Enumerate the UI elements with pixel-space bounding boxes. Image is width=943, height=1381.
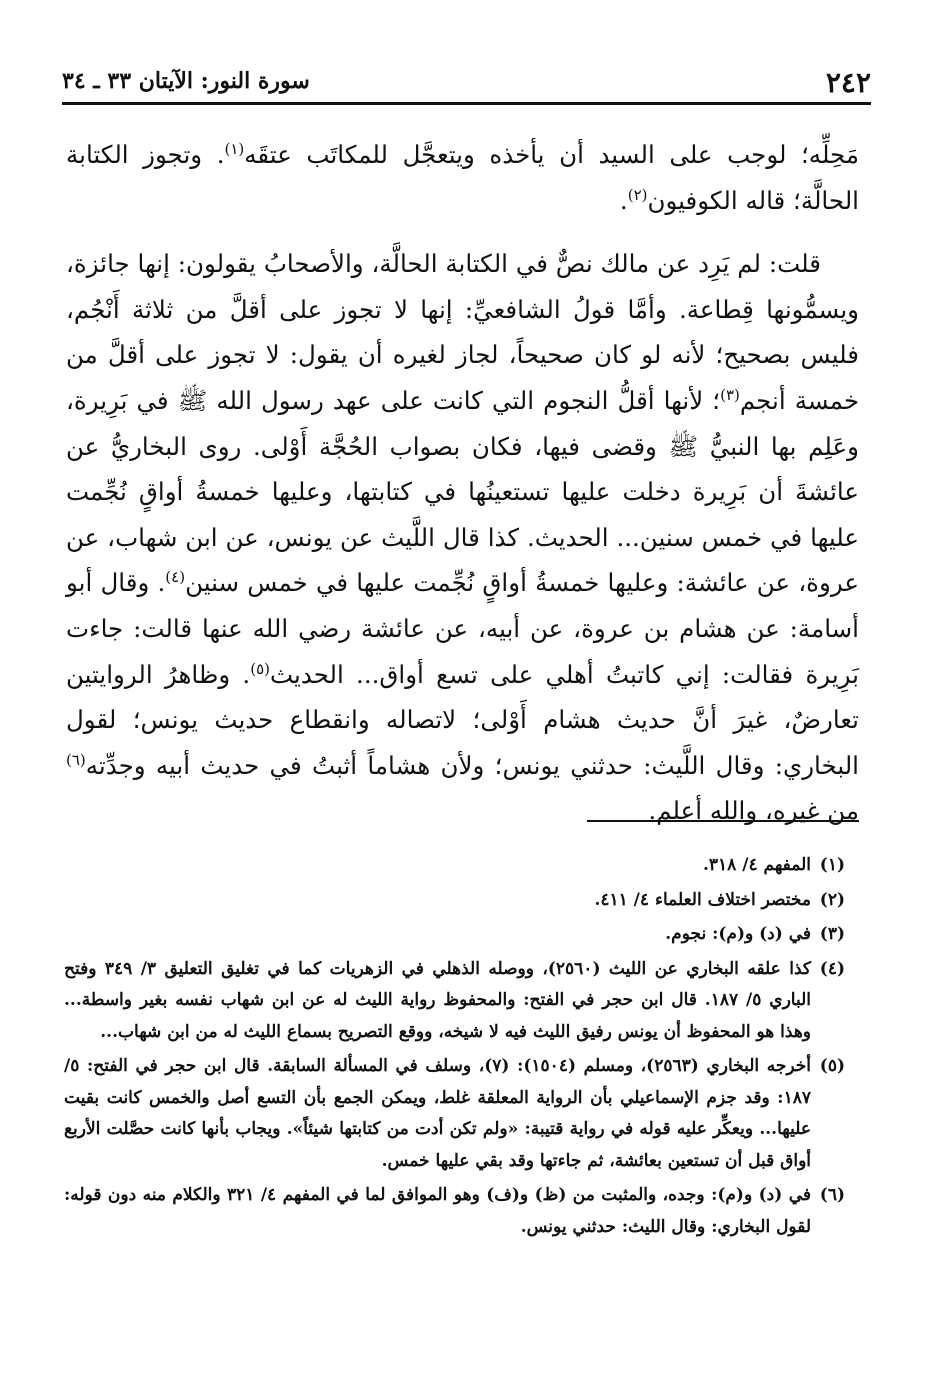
footnote-text: كذا علقه البخاري عن الليث (٢٥٦٠)، ووصله الذهلي في الزهريات كما في تغليق التعليق ٣/ ٣٤٩ وفتح الباري ٥/ ١٨٧. قال ابن حجر في الفتح: والمحفوظ رواية الليث له عن ابن شهاب نفسه بغير واسطة... وهذا هو المحفوظ أن يونس رفيق الليث فيه لا شيخه، ووقع التصريح بسماع الليث له من ابن شهاب...	[64, 958, 811, 1042]
page-header	[62, 62, 871, 105]
main-text	[66, 132, 859, 834]
footnote	[64, 919, 845, 951]
paragraph-2	[66, 241, 859, 834]
p2-text-d: . وظاهرُ الروايتين تعارضٌ، غيرَ أنَّ حديث هشام أَوْلى؛ لاتصاله وانقطاع حديث يونس؛ لقول البخاري: وقال اللَّيث: حدثني يونس؛ ولأن هشاماً أثبتُ في حديث أبيه وجدِّته	[66, 659, 859, 780]
footnote	[64, 1180, 845, 1243]
footnote-number: (١)	[819, 855, 845, 875]
footnote-text: أخرجه البخاري (٢٥٦٣)، ومسلم (١٥٠٤): (٧)، وسلف في المسألة السابقة. قال ابن حجر في الفتح: ٥/ ١٨٧: وقد جزم الإسماعيلي بأن الرواية المعلقة غلط، ويمكن الجمع بأن التسع أصل والخمس كانت بقيت عليها... ويعكِّر عليه قوله في رواية قتيبة: «ولم تكن أدت من كتابتها شيئاً». ويجاب بأنها كانت حصَّلت الأربع أواق قبل أن تستعين بعائشة، ثم جاءتها وقد بقي عليها خمس.	[64, 1056, 811, 1171]
p1-text-a: مَحِلِّه؛ لوجب على السيد أن يأخذه ويتعجَّل للمكاتَب عتقَه	[244, 140, 859, 169]
footnote	[64, 1051, 845, 1177]
footnote-number: (٢)	[819, 889, 845, 910]
p1-text-b: . وتجوز الكتابة الحالَّة؛ قاله الكوفيون	[66, 140, 859, 215]
footnote-divider	[587, 820, 859, 822]
running-title: سورة النور: الآيتان ٣٣ ـ ٣٤	[62, 68, 310, 94]
footnote-number: (٤)	[819, 958, 845, 979]
footnote	[64, 885, 845, 917]
footnote-number: (٥)	[819, 1056, 845, 1076]
footnote-ref-6: (٦)	[66, 750, 86, 769]
footnote-ref-1: (١)	[224, 139, 245, 158]
footnote-ref-3: (٣)	[720, 385, 740, 404]
footnote	[64, 850, 845, 882]
footnote-number: (٣)	[819, 924, 845, 944]
footnote-text: مختصر اختلاف العلماء ٤/ ٤١١.	[594, 889, 811, 910]
footnote	[64, 954, 845, 1049]
footnote-text: في (د) و(م): نجوم.	[665, 924, 811, 944]
p2-text-c: . وقال أبو أسامة: عن هشام بن عروة، عن أبيه، عن عائشة رضي الله عنها قالت: جاءت بَرِيرة فقالت: إني كاتبتُ أهلي على تسع أواق... الحديث	[66, 568, 860, 689]
p2-text-e: من غيره، والله أعلم.	[648, 796, 859, 826]
p1-text-c: .	[619, 185, 628, 215]
footnotes	[64, 850, 845, 1246]
footnote-ref-2: (٢)	[627, 185, 648, 204]
footnote-text: المفهم ٤/ ٣١٨.	[702, 855, 811, 875]
p2-text-b: ؛ لأنها أقلُّ النجوم التي كانت على عهد رسول الله ﷺ في بَرِيرة، وعَلِم بها النبيُّ ﷺ وقضى فيها، فكان بصواب الحُجَّة أَوْلى. روى البخاريُّ عن عائشةَ أن بَرِيرة دخلت عليها تستعينُها في كتابتها، وعليها خمسةُ أواقٍ نُجِّمت عليها في خمس سنين... الحديث. كذا قال اللَّيث عن يونس، عن ابن شهاب، عن عروة، عن عائشة: وعليها خمسةُ أواقٍ نُجِّمت عليها في خمس سنين	[66, 385, 860, 598]
footnote-ref-5: (٥)	[250, 659, 270, 678]
page-number: ٢٤٢	[825, 66, 871, 99]
paragraph-1	[66, 132, 859, 223]
footnote-text: في (د) و(م): وجده، والمثبت من (ظ) و(ف) وهو الموافق لما في المفهم ٤/ ٣٢١ والكلام منه دون قوله: لقول البخاري: وقال الليث: حدثني يونس.	[64, 1185, 811, 1237]
footnote-number: (٦)	[819, 1185, 845, 1205]
p2-text-a: قلت: لم يَرِد عن مالك نصٌّ في الكتابة الحالَّة، والأصحابُ يقولون: إنها جائزة، ويسمُّونها قِطاعة. وأمَّا قولُ الشافعيِّ: إنها لا تجوز على أقلَّ من ثلاثة أَنْجُم، فليس بصحيح؛ لأنه لو كان صحيحاً، لجاز لغيره أن يقول: لا تجوز على أقلَّ من خمسة أنجم	[66, 249, 859, 415]
footnote-ref-4: (٤)	[165, 568, 186, 587]
